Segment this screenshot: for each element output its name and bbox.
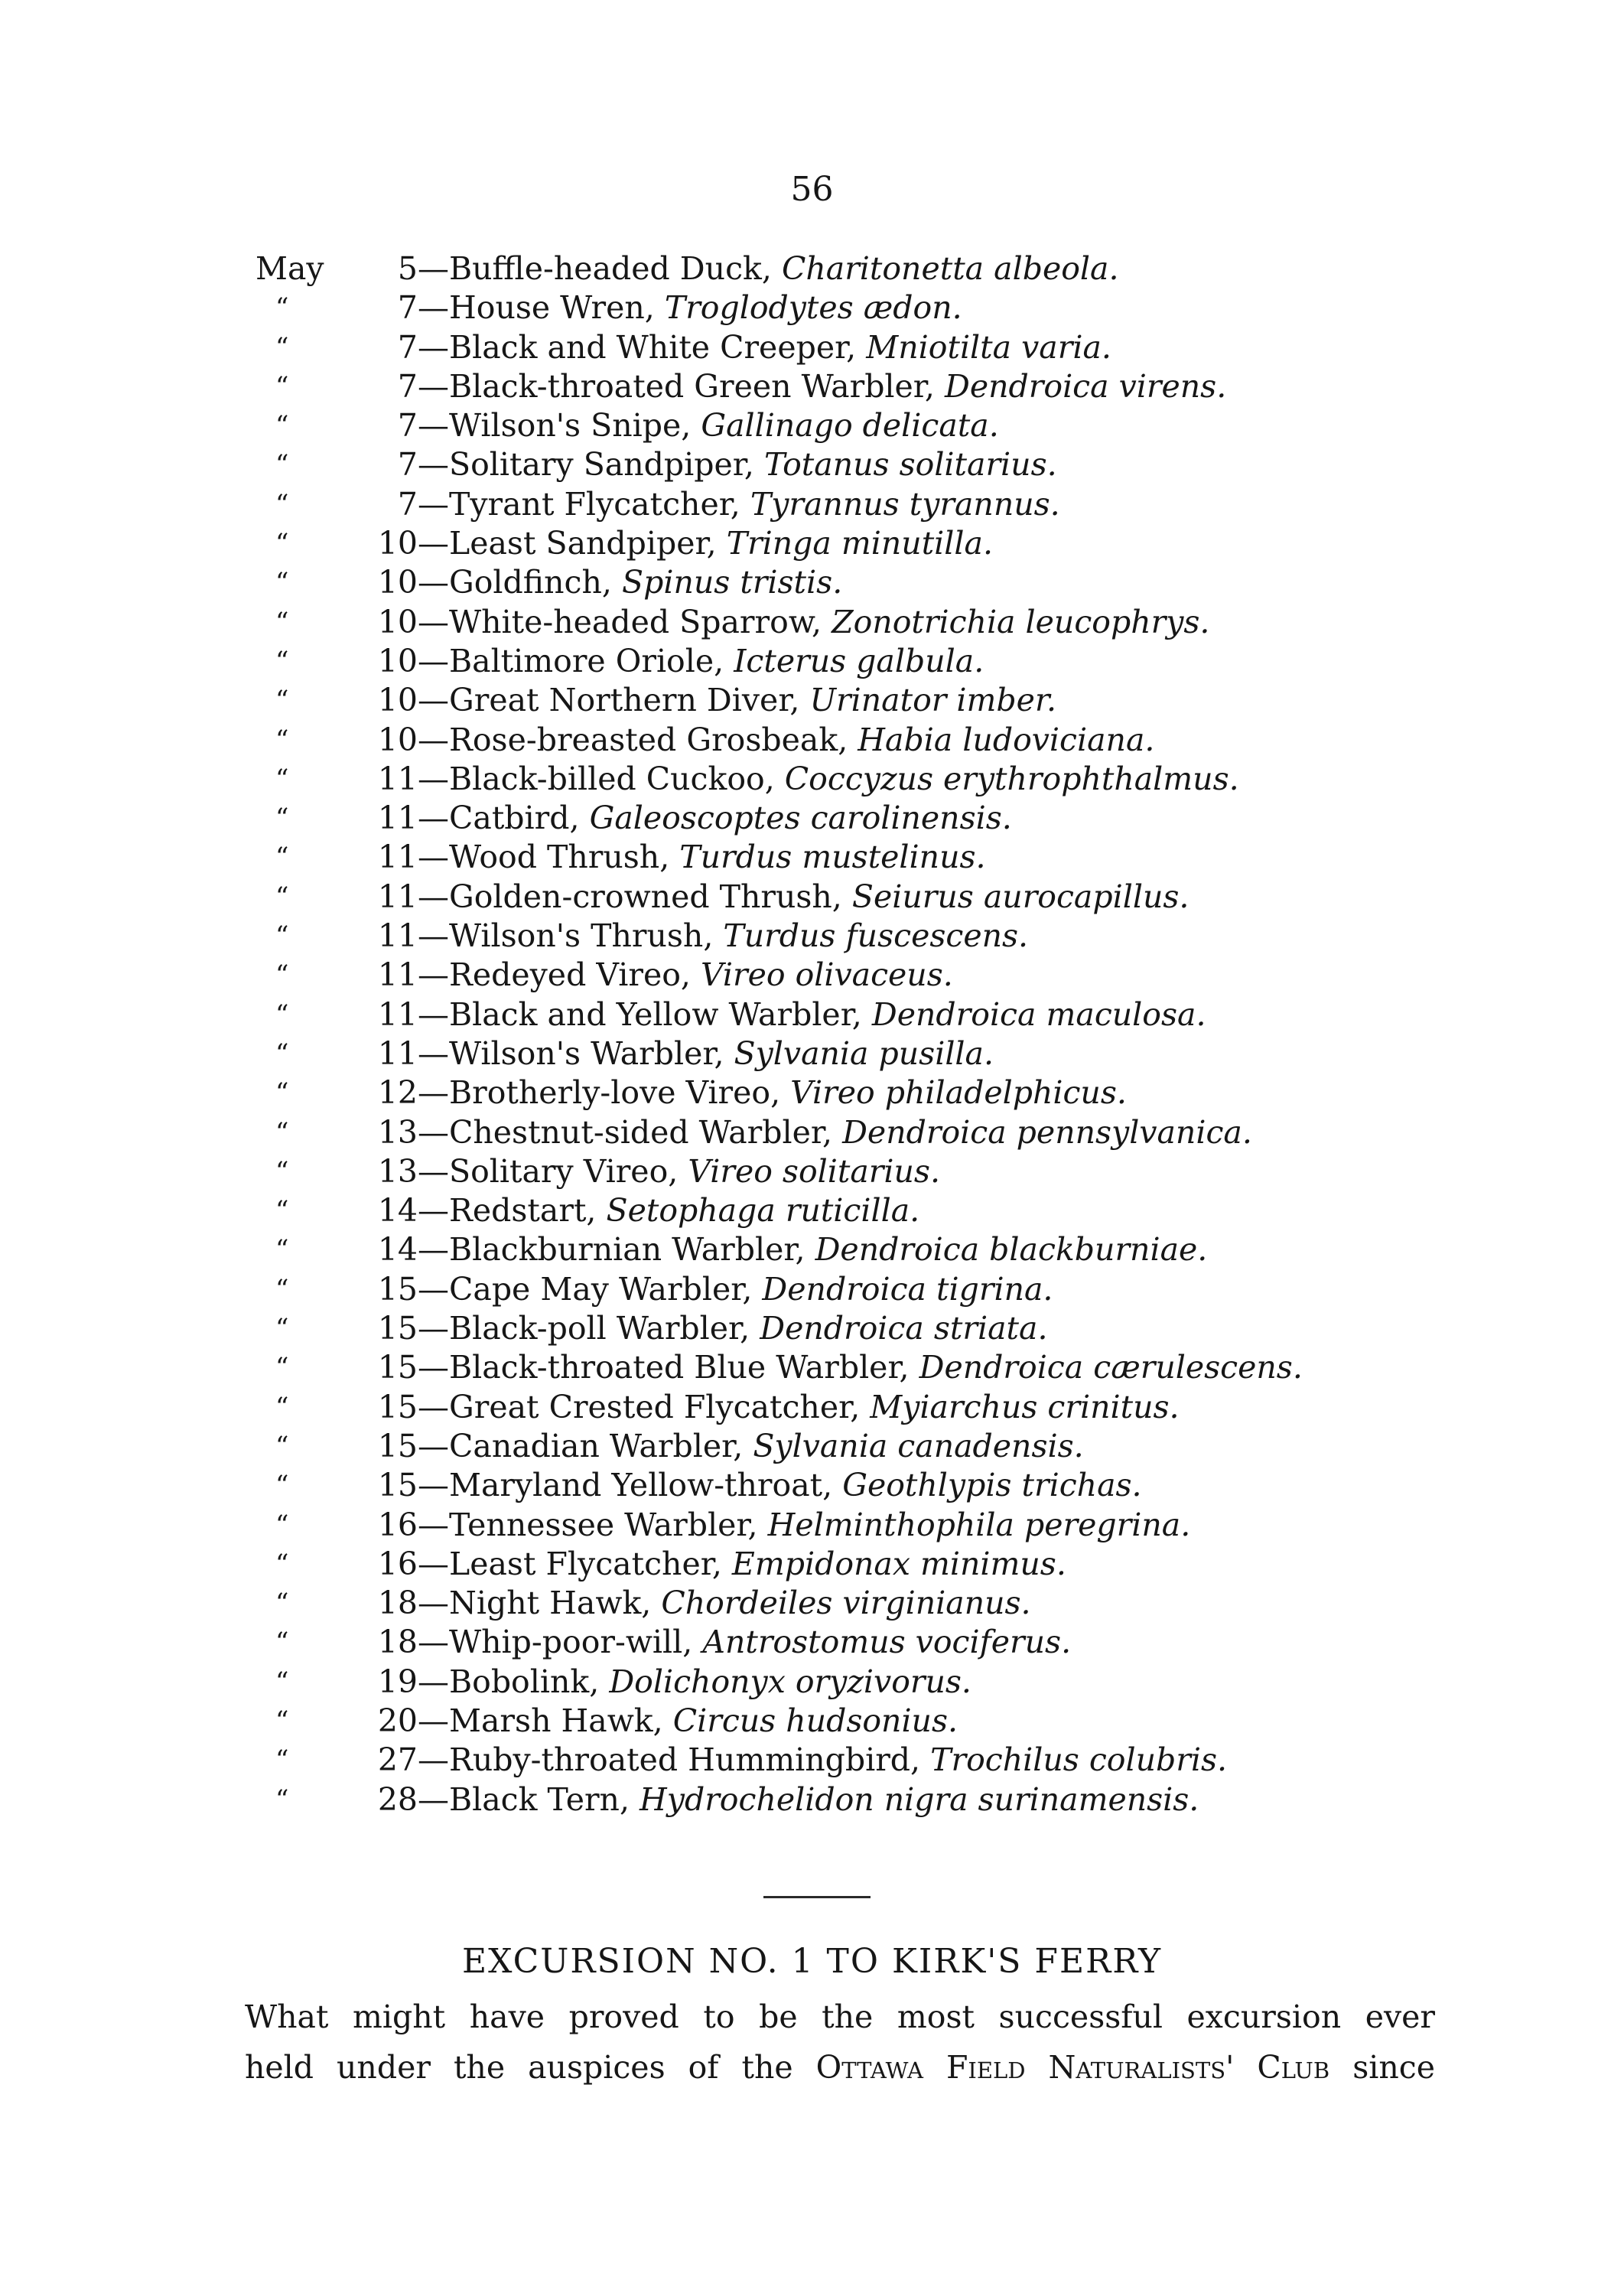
entry-day: 11 — [377, 956, 418, 994]
common-name: Bobolink, — [449, 1663, 600, 1700]
common-name: Goldfinch, — [449, 564, 612, 601]
entry-day: 15 — [377, 1349, 418, 1386]
entry-day: 13 — [377, 1113, 418, 1151]
list-item — [0, 445, 1624, 484]
ditto-mark: “ — [275, 1430, 289, 1461]
ditto-mark: “ — [275, 488, 289, 520]
common-name: White-headed Sparrow, — [449, 603, 822, 640]
ditto-mark: “ — [275, 920, 289, 952]
list-item — [0, 524, 1624, 563]
entry-day: 14 — [377, 1231, 418, 1269]
entry-day: 10 — [377, 682, 418, 719]
entry-description: —Night Hawk, Chordeiles virginianus. — [418, 1585, 1031, 1622]
common-name: Wilson's Thrush, — [449, 917, 714, 955]
common-name: Black-billed Cuckoo, — [449, 760, 775, 797]
list-item — [0, 1466, 1624, 1505]
scientific-name: Vireo solitarius. — [688, 1152, 940, 1190]
entry-day: 7 — [397, 446, 418, 484]
list-item — [0, 1388, 1624, 1427]
common-name: Black-throated Blue Warbler, — [449, 1349, 910, 1386]
entry-description: —Marsh Hawk, Circus hudsonius. — [418, 1702, 958, 1739]
common-name: Black Tern, — [449, 1780, 630, 1818]
list-item — [0, 406, 1624, 445]
entry-description: —Tennessee Warbler, Helminthophila peregrina. — [418, 1506, 1191, 1543]
scientific-name: Chordeiles virginianus. — [661, 1585, 1031, 1622]
scientific-name: Sylvania canadensis. — [753, 1427, 1084, 1464]
scientific-name: Antrostomus vociferus. — [702, 1624, 1072, 1661]
ditto-mark: “ — [275, 842, 289, 873]
entry-day: 5 — [397, 250, 418, 287]
common-name: Least Flycatcher, — [449, 1545, 722, 1582]
scientific-name: Turdus mustelinus. — [679, 839, 986, 876]
entry-description: —House Wren, Troglodytes ædon. — [418, 289, 962, 327]
common-name: Marsh Hawk, — [449, 1702, 663, 1739]
list-item — [0, 1702, 1624, 1741]
ditto-mark: “ — [275, 606, 289, 637]
ditto-mark: “ — [275, 881, 289, 912]
entry-day: 10 — [377, 564, 418, 601]
entry-description: —Wilson's Thrush, Turdus fuscescens. — [418, 917, 1029, 955]
scientific-name: Icterus galbula. — [734, 642, 984, 679]
common-name: Whip-poor-will, — [449, 1624, 693, 1661]
entry-day: 15 — [377, 1310, 418, 1347]
entry-day: 11 — [377, 1034, 418, 1072]
scientific-name: Geothlypis trichas. — [842, 1467, 1142, 1504]
ditto-mark: “ — [275, 1783, 289, 1815]
scientific-name: Seiurus aurocapillus. — [851, 878, 1190, 915]
common-name: Brotherly-love Vireo, — [449, 1074, 781, 1112]
scientific-name: Hydrochelidon nigra surinamensis. — [640, 1780, 1199, 1818]
scientific-name: Dendroica pennsylvanica. — [842, 1113, 1252, 1151]
club-name: Ottawa Field Naturalists' Club — [815, 2049, 1330, 2086]
ditto-mark: “ — [275, 1744, 289, 1776]
ditto-mark: “ — [275, 1234, 289, 1266]
list-item — [0, 1034, 1624, 1073]
common-name: Tyrant Flycatcher, — [449, 485, 740, 523]
list-item — [0, 838, 1624, 877]
scientific-name: Setophaga ruticilla. — [606, 1192, 920, 1230]
entry-description: —Solitary Sandpiper, Totanus solitarius. — [418, 446, 1057, 484]
list-item — [0, 1309, 1624, 1348]
list-item — [0, 721, 1624, 760]
common-name: Great Northern Diver, — [449, 682, 800, 719]
scientific-name: Trochilus colubris. — [930, 1741, 1228, 1779]
entry-day: 7 — [397, 289, 418, 327]
entry-description: —Black Tern, Hydrochelidon nigra surinamensis. — [418, 1780, 1199, 1818]
list-item — [0, 249, 1624, 288]
common-name: Rose-breasted Grosbeak, — [449, 721, 848, 758]
list-item — [0, 956, 1624, 995]
scientific-name: Charitonetta albeola. — [781, 250, 1119, 287]
scientific-name: Dendroica cærulescens. — [919, 1349, 1303, 1386]
entry-day: 11 — [377, 760, 418, 797]
section-heading: EXCURSION NO. 1 TO KIRK'S FERRY — [461, 1942, 1163, 1981]
entry-day: 13 — [377, 1152, 418, 1190]
scientific-name: Mniotilta varia. — [866, 328, 1111, 366]
entry-day: 11 — [377, 995, 418, 1033]
common-name: Maryland Yellow-throat, — [449, 1467, 833, 1504]
entry-day: 20 — [377, 1702, 418, 1739]
common-name: Great Crested Flycatcher, — [449, 1388, 861, 1425]
entry-day: 18 — [377, 1585, 418, 1622]
list-item — [0, 563, 1624, 602]
entry-day: 15 — [377, 1388, 418, 1425]
common-name: Baltimore Oriole, — [449, 642, 724, 679]
paragraph-line-1: What might have proved to be the most successful excursion ever — [245, 1998, 1435, 2035]
ditto-mark: “ — [275, 1588, 289, 1619]
common-name: Blackburnian Warbler, — [449, 1231, 805, 1269]
page-number: 56 — [790, 170, 834, 209]
ditto-mark: “ — [275, 1195, 289, 1226]
list-item — [0, 1113, 1624, 1152]
entry-day: 15 — [377, 1427, 418, 1464]
entry-day: 28 — [377, 1780, 418, 1818]
scientific-name: Dendroica virens. — [945, 367, 1227, 405]
list-item — [0, 1741, 1624, 1780]
entry-day: 11 — [377, 839, 418, 876]
entry-day: 15 — [377, 1467, 418, 1504]
ditto-mark: “ — [275, 1391, 289, 1422]
entry-day: 10 — [377, 603, 418, 640]
entry-day: 16 — [377, 1545, 418, 1582]
entry-description: —Great Northern Diver, Urinator imber. — [418, 682, 1057, 719]
list-item — [0, 1348, 1624, 1387]
ditto-mark: “ — [275, 1627, 289, 1658]
common-name: Black and Yellow Warbler, — [449, 995, 862, 1033]
scientific-name: Empidonax minimus. — [731, 1545, 1066, 1582]
entry-day: 7 — [397, 407, 418, 445]
scientific-name: Troglodytes ædon. — [664, 289, 962, 327]
ditto-mark: “ — [275, 645, 289, 676]
common-name: Wood Thrush, — [449, 839, 670, 876]
list-item — [0, 1191, 1624, 1230]
ditto-mark: “ — [275, 959, 289, 991]
list-item — [0, 760, 1624, 799]
list-item — [0, 878, 1624, 917]
entry-day: 18 — [377, 1624, 418, 1661]
common-name: Redstart, — [449, 1192, 597, 1230]
ditto-mark: “ — [275, 1273, 289, 1305]
entry-description: —Golden-crowned Thrush, Seiurus aurocapillus. — [418, 878, 1190, 915]
entry-description: —Canadian Warbler, Sylvania canadensis. — [418, 1427, 1084, 1464]
entry-day: 27 — [377, 1741, 418, 1779]
sighting-list — [0, 249, 1624, 1819]
ditto-mark: “ — [275, 1705, 289, 1736]
scientific-name: Tyrannus tyrannus. — [750, 485, 1060, 523]
entry-day: 12 — [377, 1074, 418, 1112]
scientific-name: Dendroica tigrina. — [762, 1270, 1053, 1308]
ditto-mark: “ — [275, 998, 289, 1030]
entry-day: 15 — [377, 1270, 418, 1308]
list-item — [0, 681, 1624, 720]
common-name: Solitary Vireo, — [449, 1152, 679, 1190]
common-name: Catbird, — [449, 800, 580, 837]
scientific-name: Totanus solitarius. — [763, 446, 1057, 484]
scientific-name: Zonotrichia leucophrys. — [832, 603, 1210, 640]
entry-day: 19 — [377, 1663, 418, 1700]
list-item — [0, 1230, 1624, 1269]
ditto-mark: “ — [275, 803, 289, 834]
ditto-mark: “ — [275, 724, 289, 755]
scientific-name: Dendroica striata. — [760, 1310, 1048, 1347]
entry-description: —Cape May Warbler, Dendroica tigrina. — [418, 1270, 1053, 1308]
common-name: Golden-crowned Thrush, — [449, 878, 842, 915]
entry-description: —Ruby-throated Hummingbird, Trochilus colubris. — [418, 1741, 1228, 1779]
list-item — [0, 1506, 1624, 1545]
list-item — [0, 1584, 1624, 1623]
entry-day: 11 — [377, 800, 418, 837]
common-name: Wilson's Warbler, — [449, 1034, 724, 1072]
entry-description: —Rose-breasted Grosbeak, Habia ludoviciana. — [418, 721, 1155, 758]
entry-description: —Black-poll Warbler, Dendroica striata. — [418, 1310, 1048, 1347]
common-name: Cape May Warbler, — [449, 1270, 753, 1308]
entry-description: —Black and Yellow Warbler, Dendroica maculosa. — [418, 995, 1206, 1033]
ditto-mark: “ — [275, 1077, 289, 1109]
list-item — [0, 603, 1624, 642]
entry-day: 7 — [397, 485, 418, 523]
list-item — [0, 799, 1624, 838]
list-item — [0, 288, 1624, 327]
ditto-mark: “ — [275, 528, 289, 559]
list-item — [0, 1663, 1624, 1702]
entry-description: —Whip-poor-will, Antrostomus vociferus. — [418, 1624, 1072, 1661]
scientific-name: Spinus tristis. — [622, 564, 843, 601]
entry-description: —Great Crested Flycatcher, Myiarchus crinitus. — [418, 1388, 1180, 1425]
entry-description: —Goldfinch, Spinus tristis. — [418, 564, 843, 601]
entry-description: —Black-throated Green Warbler, Dendroica virens. — [418, 367, 1227, 405]
entry-description: —Solitary Vireo, Vireo solitarius. — [418, 1152, 940, 1190]
ditto-mark: “ — [275, 1116, 289, 1148]
entry-description: —Tyrant Flycatcher, Tyrannus tyrannus. — [418, 485, 1060, 523]
scientific-name: Tringa minutilla. — [726, 525, 993, 562]
ditto-mark: “ — [275, 1548, 289, 1579]
list-item — [0, 995, 1624, 1034]
list-item — [0, 367, 1624, 406]
common-name: Chestnut-sided Warbler, — [449, 1113, 833, 1151]
common-name: Black-throated Green Warbler, — [449, 367, 935, 405]
common-name: Black and White Creeper, — [449, 328, 857, 366]
ditto-mark: “ — [275, 1313, 289, 1344]
entry-description: —Blackburnian Warbler, Dendroica blackburniae. — [418, 1231, 1208, 1269]
entry-description: —Black-billed Cuckoo, Coccyzus erythrophthalmus. — [418, 760, 1239, 797]
common-name: Canadian Warbler, — [449, 1427, 744, 1464]
ditto-mark: “ — [275, 1470, 289, 1501]
scientific-name: Helminthophila peregrina. — [767, 1506, 1191, 1543]
list-item — [0, 1545, 1624, 1584]
list-item — [0, 917, 1624, 956]
scientific-name: Sylvania pusilla. — [734, 1034, 994, 1072]
entry-description: —Brotherly-love Vireo, Vireo philadelphicus. — [418, 1074, 1127, 1112]
common-name: Buffle-headed Duck, — [449, 250, 772, 287]
section-divider — [763, 1896, 871, 1898]
entry-day: 7 — [397, 328, 418, 366]
entry-description: —Chestnut-sided Warbler, Dendroica pennsylvanica. — [418, 1113, 1252, 1151]
ditto-mark: “ — [275, 292, 289, 324]
entry-day: 10 — [377, 642, 418, 679]
entry-description: —Least Sandpiper, Tringa minutilla. — [418, 525, 993, 562]
scientific-name: Vireo olivaceus. — [700, 956, 953, 994]
scientific-name: Dolichonyx oryzivorus. — [609, 1663, 971, 1700]
entry-day: 7 — [397, 367, 418, 405]
entry-day: 11 — [377, 878, 418, 915]
scientific-name: Galeoscoptes carolinensis. — [589, 800, 1012, 837]
scientific-name: Dendroica maculosa. — [871, 995, 1206, 1033]
paragraph-line-2-end: since — [1352, 2049, 1435, 2086]
ditto-mark: “ — [275, 1509, 289, 1540]
paragraph-line-2 — [245, 2049, 1435, 2086]
scientific-name: Dendroica blackburniae. — [815, 1231, 1208, 1269]
list-item — [0, 1623, 1624, 1662]
scientific-name: Circus hudsonius. — [672, 1702, 958, 1739]
list-item — [0, 1780, 1624, 1819]
ditto-mark: “ — [275, 370, 289, 402]
ditto-mark: “ — [275, 331, 289, 363]
entry-description: —Baltimore Oriole, Icterus galbula. — [418, 642, 984, 679]
common-name: Solitary Sandpiper, — [449, 446, 754, 484]
scientific-name: Myiarchus crinitus. — [870, 1388, 1180, 1425]
entry-day: 16 — [377, 1506, 418, 1543]
ditto-mark: “ — [275, 763, 289, 794]
common-name: Night Hawk, — [449, 1585, 652, 1622]
list-item — [0, 1152, 1624, 1191]
scientific-name: Turdus fuscescens. — [723, 917, 1029, 955]
common-name: Least Sandpiper, — [449, 525, 717, 562]
scientific-name: Vireo philadelphicus. — [790, 1074, 1127, 1112]
entry-description: —Wood Thrush, Turdus mustelinus. — [418, 839, 986, 876]
common-name: Tennessee Warbler, — [449, 1506, 758, 1543]
entry-description: —Black-throated Blue Warbler, Dendroica cærulescens. — [418, 1349, 1303, 1386]
entry-day: 11 — [377, 917, 418, 955]
month-label: May — [255, 250, 324, 287]
common-name: House Wren, — [449, 289, 655, 327]
entry-description: —Catbird, Galeoscoptes carolinensis. — [418, 800, 1012, 837]
list-item — [0, 1270, 1624, 1309]
ditto-mark: “ — [275, 685, 289, 716]
entry-description: —White-headed Sparrow, Zonotrichia leucophrys. — [418, 603, 1210, 640]
list-item — [0, 1073, 1624, 1112]
entry-day: 14 — [377, 1192, 418, 1230]
ditto-mark: “ — [275, 1352, 289, 1383]
ditto-mark: “ — [275, 567, 289, 598]
list-item — [0, 1427, 1624, 1466]
entry-day: 10 — [377, 525, 418, 562]
ditto-mark: “ — [275, 1666, 289, 1697]
entry-description: —Redstart, Setophaga ruticilla. — [418, 1192, 920, 1230]
scientific-name: Gallinago delicata. — [701, 407, 999, 445]
entry-day: 10 — [377, 721, 418, 758]
common-name: Black-poll Warbler, — [449, 1310, 750, 1347]
entry-description: —Least Flycatcher, Empidonax minimus. — [418, 1545, 1066, 1582]
entry-description: —Bobolink, Dolichonyx oryzivorus. — [418, 1663, 971, 1700]
common-name: Ruby-throated Hummingbird, — [449, 1741, 921, 1779]
ditto-mark: “ — [275, 410, 289, 441]
entry-description: —Maryland Yellow-throat, Geothlypis trichas. — [418, 1467, 1142, 1504]
ditto-mark: “ — [275, 1155, 289, 1187]
scientific-name: Habia ludoviciana. — [858, 721, 1155, 758]
list-item — [0, 328, 1624, 367]
ditto-mark: “ — [275, 1038, 289, 1069]
scientific-name: Coccyzus erythrophthalmus. — [784, 760, 1239, 797]
paragraph-line-2-start: held under the auspices of the — [245, 2049, 793, 2086]
entry-description: —Buffle-headed Duck, Charitonetta albeola. — [418, 250, 1119, 287]
entry-description: —Wilson's Warbler, Sylvania pusilla. — [418, 1034, 994, 1072]
ditto-mark: “ — [275, 449, 289, 480]
common-name: Wilson's Snipe, — [449, 407, 692, 445]
entry-description: —Redeyed Vireo, Vireo olivaceus. — [418, 956, 953, 994]
entry-description: —Black and White Creeper, Mniotilta varia. — [418, 328, 1111, 366]
common-name: Redeyed Vireo, — [449, 956, 691, 994]
entry-description: —Wilson's Snipe, Gallinago delicata. — [418, 407, 999, 445]
scientific-name: Urinator imber. — [809, 682, 1057, 719]
list-item — [0, 642, 1624, 681]
list-item — [0, 485, 1624, 524]
